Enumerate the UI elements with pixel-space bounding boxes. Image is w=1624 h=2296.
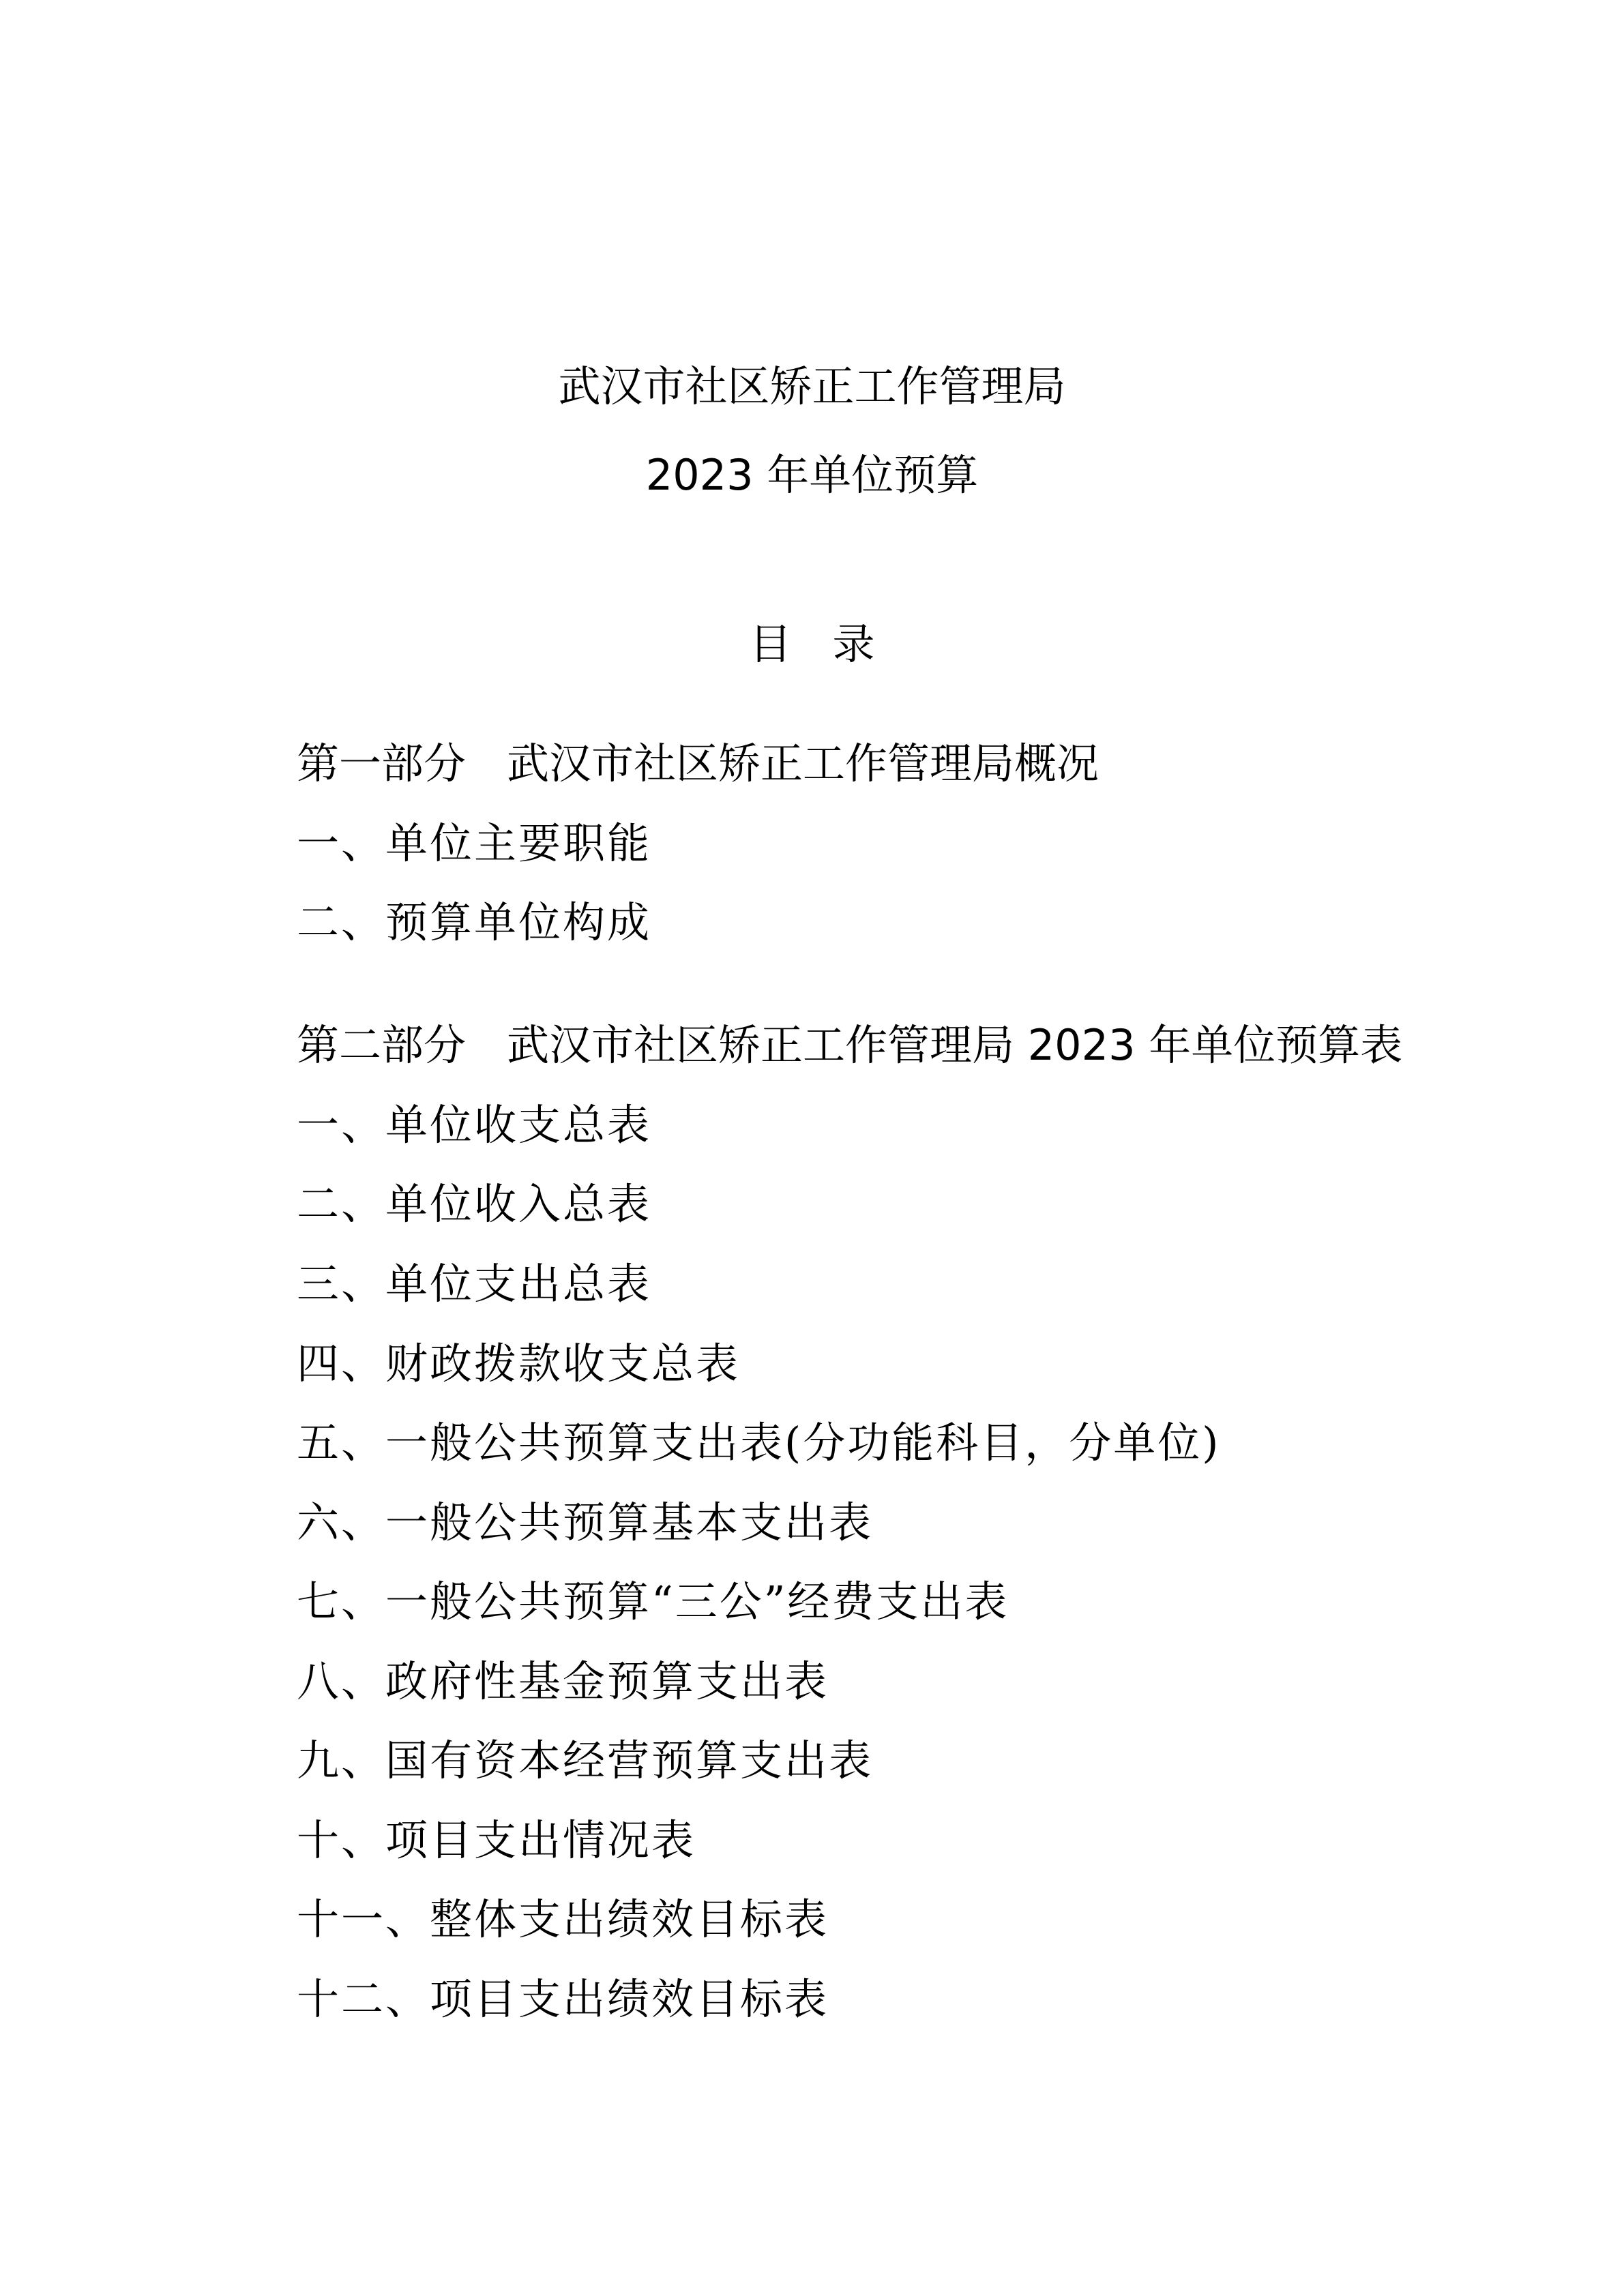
toc-item: 七、一般公共预算“三公”经费支出表 (297, 1577, 1009, 1626)
toc-item: 五、一般公共预算支出表(分功能科目，分单位) (297, 1418, 1221, 1467)
toc-part-1-title: 武汉市社区矫正工作管理局概况 (507, 739, 1099, 788)
toc-item: 二、单位收入总表 (297, 1179, 652, 1229)
toc-part-2-label: 第二部分 (297, 1020, 467, 1070)
toc-heading: 目录 (749, 619, 916, 669)
toc-item: 一、单位主要职能 (297, 818, 652, 868)
toc-item: 二、预算单位构成 (297, 897, 652, 947)
toc-part-2-heading (297, 1018, 1402, 1073)
document-title: 武汉市社区矫正工作管理局 (558, 361, 1066, 411)
toc-item: 四、财政拨款收支总表 (297, 1339, 741, 1388)
toc-item: 十二、项目支出绩效目标表 (297, 1974, 829, 2024)
toc-item: 十一、整体支出绩效目标表 (297, 1894, 829, 1944)
toc-item: 八、政府性基金预算支出表 (297, 1656, 829, 1706)
toc-item: 一、单位收支总表 (297, 1100, 652, 1150)
toc-item: 六、一般公共预算基本支出表 (297, 1497, 874, 1547)
toc-item: 九、国有资本经营预算支出表 (297, 1735, 874, 1785)
toc-part-1-label: 第一部分 (297, 739, 467, 788)
toc-item: 三、单位支出总表 (297, 1259, 652, 1309)
toc-part-2-title: 武汉市社区矫正工作管理局 2023 年单位预算表 (507, 1020, 1403, 1070)
toc-item: 十、项目支出情况表 (297, 1815, 696, 1865)
toc-part-1-heading (297, 736, 1099, 791)
document-subtitle: 2023 年单位预算 (645, 450, 979, 500)
